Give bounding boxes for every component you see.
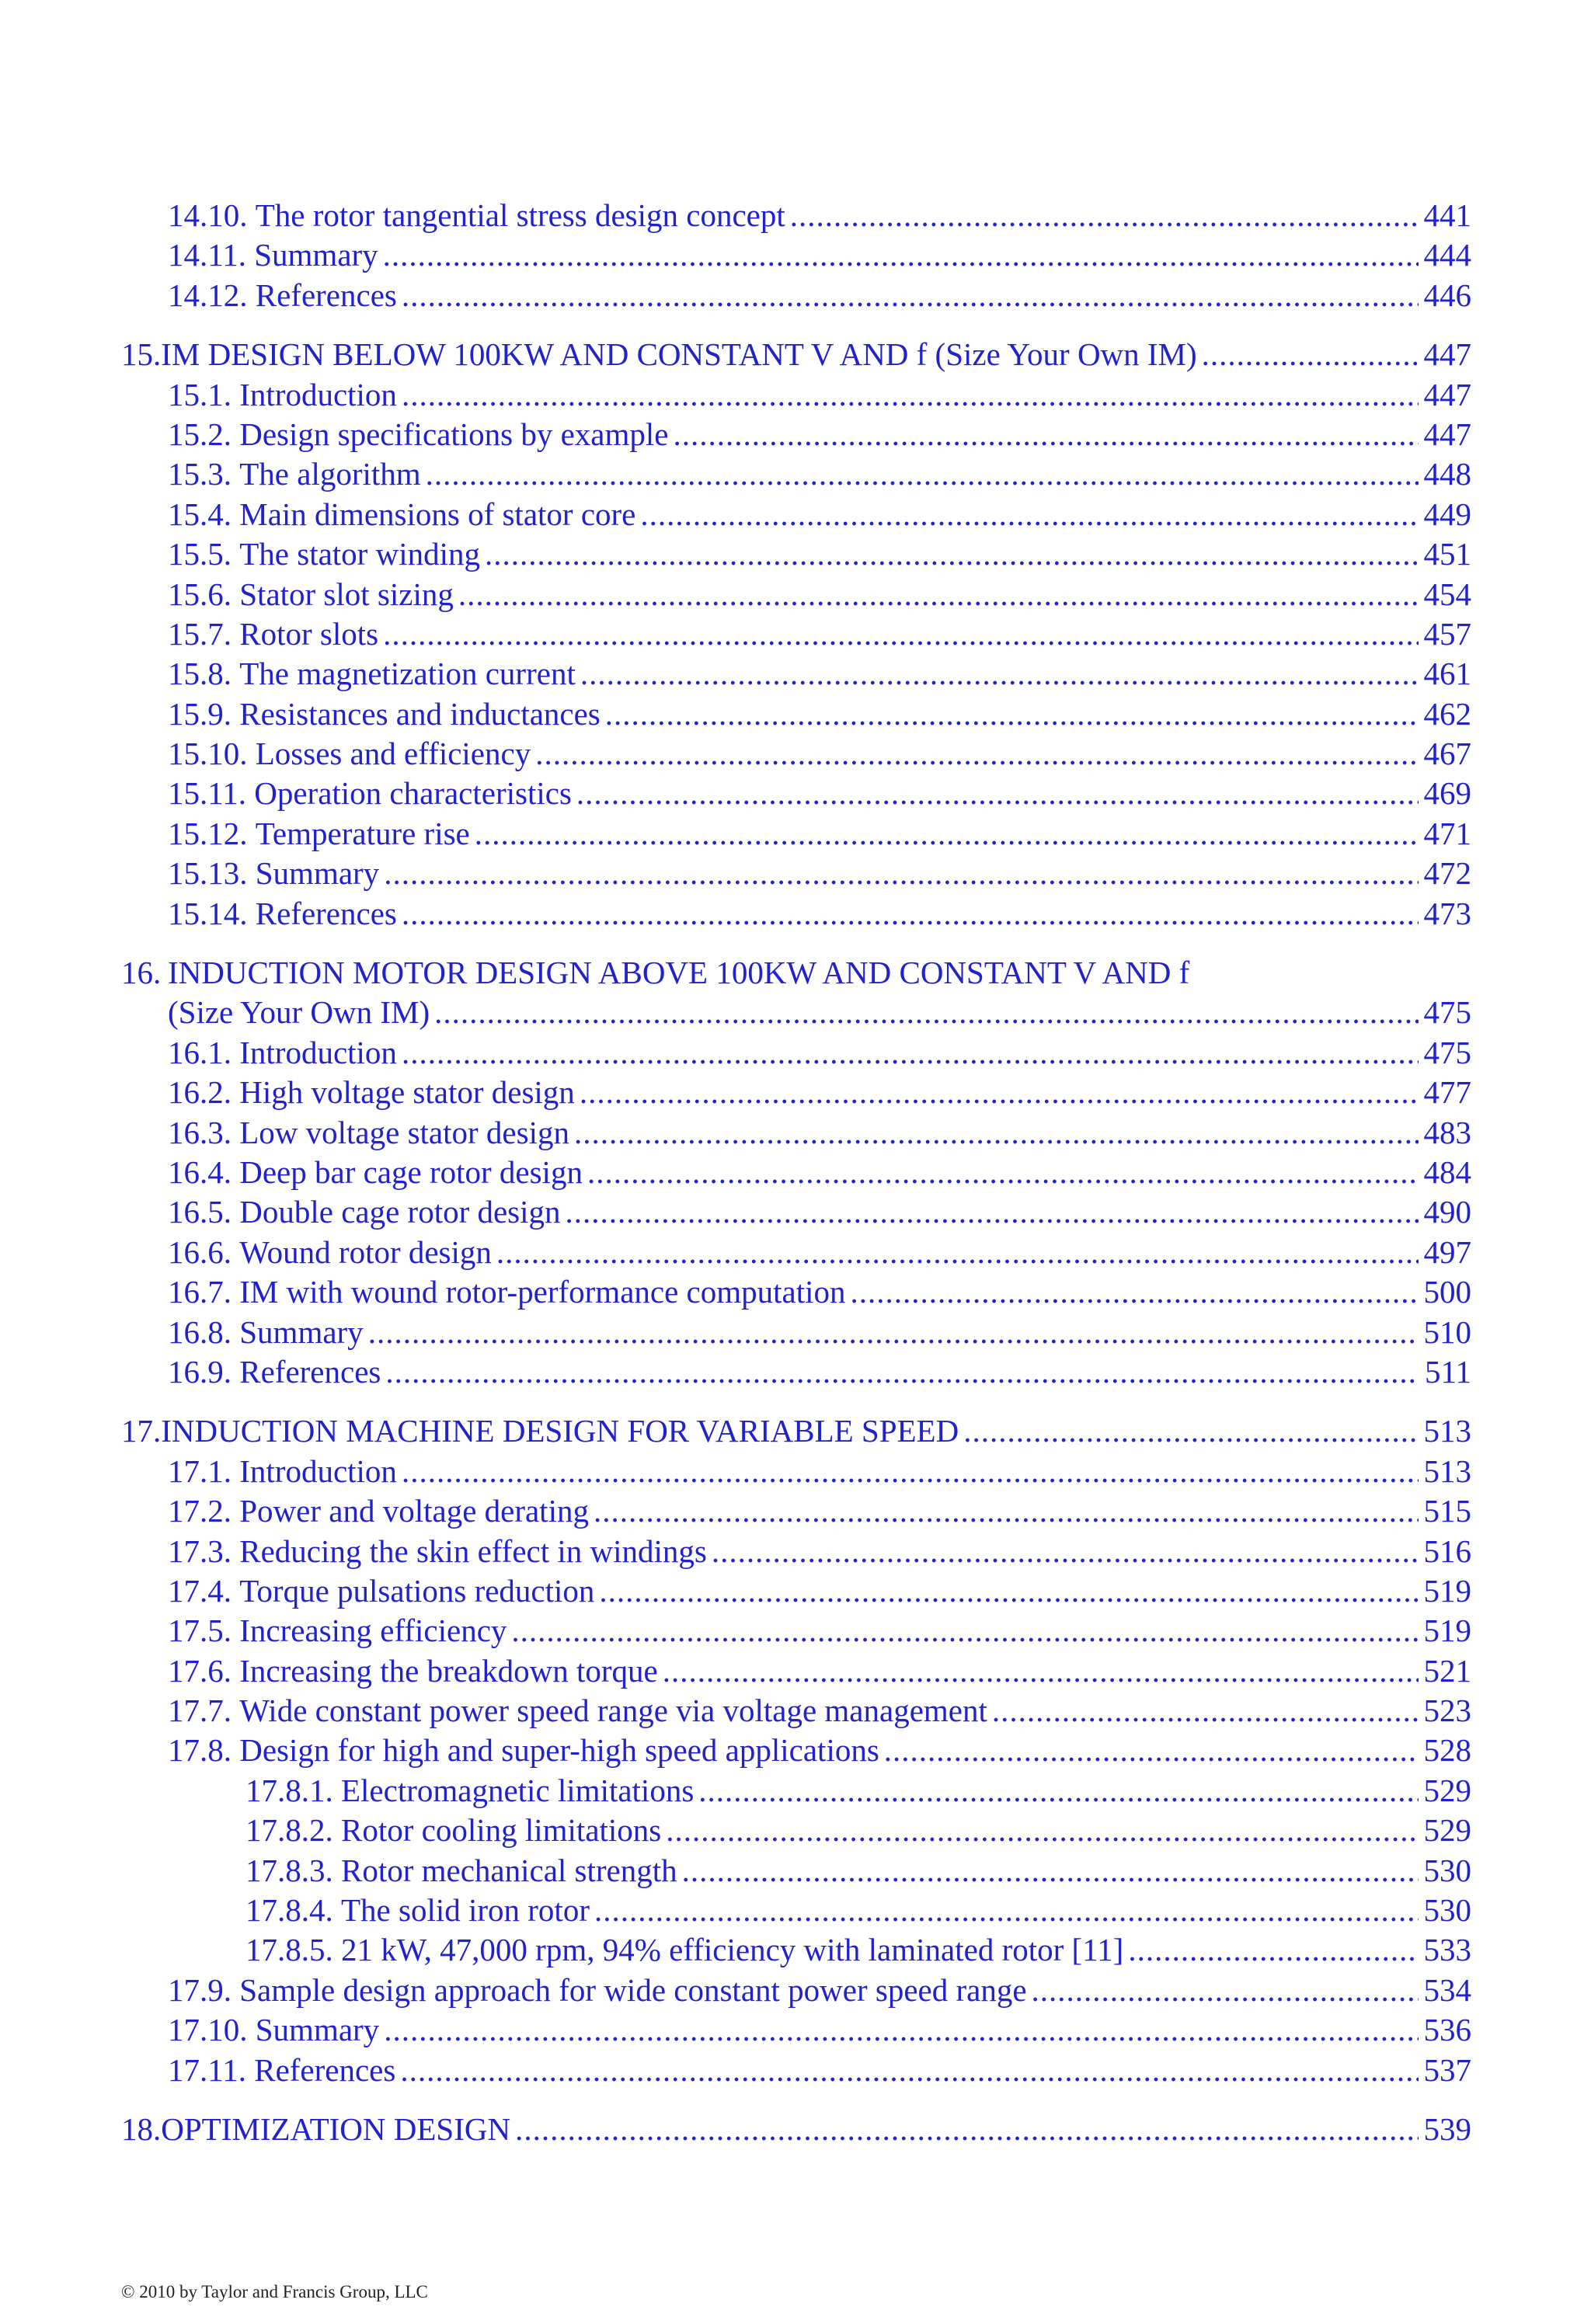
toc-leader-dots (580, 654, 1419, 694)
toc-page-number: 539 (1423, 2110, 1471, 2147)
toc-entry-link[interactable] (121, 2010, 1471, 2050)
toc-leader-dots (666, 1811, 1419, 1850)
toc-entry-title: High voltage stator design (239, 1074, 575, 1111)
toc-page-number: 447 (1423, 376, 1471, 412)
toc-leader-dots (682, 1851, 1419, 1891)
toc-entry-link[interactable] (121, 415, 1471, 454)
toc-chapter-heading[interactable] (121, 2110, 1471, 2149)
toc-entry-number: 15.6. (168, 576, 232, 612)
toc-leader-dots (515, 2110, 1419, 2149)
toc-entry-number: 17.8.1. (245, 1772, 333, 1808)
copyright-footer: © 2010 by Taylor and Francis Group, LLC (121, 2282, 428, 2301)
toc-chapter-heading[interactable] (121, 335, 1471, 374)
toc-page-number: 475 (1423, 994, 1471, 1031)
toc-page-number: 461 (1423, 656, 1471, 692)
toc-page-number: 484 (1423, 1153, 1471, 1190)
toc-page-number: 529 (1423, 1812, 1471, 1849)
toc-entry-number: 15.13. (168, 855, 248, 892)
toc-leader-dots (698, 1771, 1419, 1811)
toc-page-number: 510 (1423, 1313, 1471, 1350)
toc-entry-title: References (255, 895, 397, 931)
toc-entry-number: 15.5. (168, 536, 232, 572)
toc-entry-link[interactable] (121, 854, 1471, 893)
toc-entry-title: Resistances and inductances (239, 695, 601, 732)
toc-page-number: 490 (1423, 1194, 1471, 1230)
toc-page-number: 528 (1423, 1732, 1471, 1769)
toc-leader-dots (992, 1691, 1419, 1731)
toc-entry-number: 14.12. (168, 277, 248, 313)
toc-entry-link[interactable] (121, 814, 1471, 854)
toc-entry-title: Temperature rise (255, 815, 470, 851)
toc-entry-number: 16.1. (168, 1034, 232, 1070)
toc-entry-link[interactable] (121, 1971, 1471, 2010)
toc-leader-dots (963, 1411, 1419, 1451)
toc-entry-title: The algorithm (239, 456, 421, 492)
toc-entry-title: The solid iron rotor (341, 1892, 590, 1929)
toc-entry-title: Design specifications by example (239, 416, 669, 452)
toc-page-number: 444 (1423, 237, 1471, 273)
toc-leader-dots (599, 1571, 1419, 1611)
toc-leader-dots (605, 694, 1419, 734)
toc-entry-title: References (239, 1353, 381, 1390)
toc-entry-number: 17.4. (168, 1572, 232, 1609)
toc-leader-dots (640, 495, 1419, 534)
toc-leader-dots (594, 1491, 1419, 1531)
toc-entry-number: 15.11. (168, 775, 246, 812)
toc-leader-dots (384, 2010, 1419, 2050)
toc-entry-number: 15.10. (168, 736, 248, 772)
toc-entry-number: 15.7. (168, 615, 232, 652)
toc-entry-number: 15.9. (168, 695, 232, 732)
toc-entry-title: Introduction (239, 1452, 397, 1489)
toc-entry-number: 17.5. (168, 1613, 232, 1649)
toc-entry-title: Torque pulsations reduction (239, 1572, 595, 1609)
toc-page-number: 516 (1423, 1533, 1471, 1569)
toc-entry-title: Operation characteristics (254, 775, 572, 812)
toc-leader-dots (383, 614, 1419, 654)
toc-entry-number: 15.2. (168, 416, 232, 452)
toc-entry-title: INDUCTION MACHINE DESIGN FOR VARIABLE SPEED (161, 1413, 959, 1449)
toc-entry-title: 21 kW, 47,000 rpm, 94% efficiency with laminated rotor [11] (341, 1932, 1124, 1968)
toc-entry-number: 16.5. (168, 1194, 232, 1230)
toc-entry-link[interactable] (121, 1611, 1471, 1651)
toc-entry-link[interactable] (121, 1731, 1471, 1770)
toc-page-number: 473 (1423, 895, 1471, 931)
toc-entry-number: 17.9. (168, 1971, 232, 2008)
toc-leader-dots (535, 734, 1419, 774)
toc-page-number: 483 (1423, 1114, 1471, 1150)
toc-entry-title: Wide constant power speed range via voltage management (239, 1693, 987, 1729)
toc-page-number: 448 (1423, 456, 1471, 492)
toc-entry-link[interactable] (121, 495, 1471, 534)
toc-leader-dots (385, 1352, 1419, 1392)
toc-entry-number: 17.10. (168, 2012, 248, 2048)
toc-leader-dots (1128, 1930, 1419, 1970)
toc-entry-number: 17.8.4. (245, 1892, 333, 1929)
toc-entry-link[interactable] (121, 534, 1471, 574)
toc-entry-title: INDUCTION MOTOR DESIGN ABOVE 100KW AND CONSTANT V AND f (168, 955, 1190, 991)
toc-entry-title: Increasing efficiency (239, 1613, 507, 1649)
toc-page-number: 451 (1423, 536, 1471, 572)
toc-entry-link[interactable] (121, 1113, 1471, 1153)
toc-page-number: 534 (1423, 1971, 1471, 2008)
toc-entry-number: 17.8. (168, 1732, 232, 1769)
toc-entry-title: The stator winding (239, 536, 480, 572)
toc-entry-number: 16.8. (168, 1313, 232, 1350)
toc-entry-number: 15.12. (168, 815, 248, 851)
toc-leader-dots (368, 1313, 1419, 1352)
toc-entry-title: IM DESIGN BELOW 100KW AND CONSTANT V AND f (Size Your Own IM) (161, 336, 1197, 373)
toc-entry-number: 16.3. (168, 1114, 232, 1150)
toc-entry-number: 17.11. (168, 2051, 246, 2088)
toc-page-number: 454 (1423, 576, 1471, 612)
toc-entry-title: Introduction (239, 1034, 397, 1070)
toc-entry-link[interactable] (121, 1491, 1471, 1531)
toc-page-number: 467 (1423, 736, 1471, 772)
toc-leader-dots (475, 814, 1419, 854)
toc-page-number: 523 (1423, 1693, 1471, 1729)
toc-entry-number: 14.11. (168, 237, 246, 273)
toc-entry-title: Rotor slots (239, 615, 379, 652)
toc-page-number: 529 (1423, 1772, 1471, 1808)
toc-leader-dots (884, 1731, 1419, 1770)
toc-page-number: 462 (1423, 695, 1471, 732)
toc-entry-link[interactable] (121, 1153, 1471, 1192)
toc-page-number: 469 (1423, 775, 1471, 812)
toc-leader-dots (663, 1651, 1419, 1691)
toc-entry-title: Summary (239, 1313, 364, 1350)
toc-leader-dots (402, 375, 1419, 415)
toc-entry-link[interactable] (121, 1571, 1471, 1611)
toc-page-number: 449 (1423, 496, 1471, 532)
toc-page-number: 446 (1423, 277, 1471, 313)
toc-entry-title: Design for high and super-high speed applications (239, 1732, 879, 1769)
toc-leader-dots (1032, 1971, 1419, 2010)
toc-entry-link[interactable] (121, 734, 1471, 774)
toc-entry-link[interactable] (121, 1452, 1471, 1491)
toc-entry-number: 17.6. (168, 1652, 232, 1689)
toc-page-number: 513 (1423, 1413, 1471, 1449)
toc-leader-dots (402, 276, 1419, 315)
toc-entry-number: 17.8.3. (245, 1852, 333, 1888)
toc-page-number: 471 (1423, 815, 1471, 851)
toc-leader-dots (566, 1192, 1419, 1232)
toc-entry-title: The magnetization current (239, 656, 576, 692)
toc-entry-title: Reducing the skin effect in windings (239, 1533, 707, 1569)
toc-entry-number: 16.9. (168, 1353, 232, 1390)
table-of-contents (121, 196, 1471, 2149)
toc-entry-title: References (254, 2051, 396, 2088)
toc-entry-title: IM with wound rotor-performance computation (239, 1274, 846, 1310)
toc-entry-link[interactable] (121, 454, 1471, 494)
toc-entry-link[interactable] (121, 1532, 1471, 1571)
toc-entry-link[interactable] (121, 1352, 1471, 1392)
toc-page-number: 519 (1423, 1572, 1471, 1609)
toc-entry-number: 16.4. (168, 1153, 232, 1190)
toc-leader-dots (400, 2051, 1419, 2090)
toc-entry-title: Electromagnetic limitations (341, 1772, 695, 1808)
toc-page-number: 511 (1425, 1353, 1471, 1390)
toc-leader-dots (1202, 335, 1419, 374)
toc-entry-title: Summary (255, 2012, 380, 2048)
toc-leader-dots (402, 894, 1419, 934)
toc-leader-dots (434, 993, 1419, 1032)
toc-page-number: 515 (1423, 1493, 1471, 1529)
toc-entry-link[interactable] (121, 1851, 1471, 1891)
toc-page-number: 472 (1423, 855, 1471, 892)
toc-entry-link[interactable] (121, 1771, 1471, 1811)
toc-page-number: 477 (1423, 1074, 1471, 1111)
toc-chapter-heading[interactable] (121, 1411, 1471, 1451)
toc-entry-link[interactable] (121, 1691, 1471, 1731)
toc-entry-title: Stator slot sizing (239, 576, 454, 612)
toc-entry-link[interactable] (121, 894, 1471, 934)
toc-entry-number: 15.4. (168, 496, 232, 532)
toc-entry-link[interactable] (121, 1073, 1471, 1112)
toc-leader-dots (587, 1153, 1419, 1192)
toc-entry-number: 17.2. (168, 1493, 232, 1529)
toc-entry-title: Increasing the breakdown torque (239, 1652, 658, 1689)
toc-page-number: 475 (1423, 1034, 1471, 1070)
toc-entry-title: The rotor tangential stress design concept (255, 197, 785, 233)
toc-entry-number: 16.6. (168, 1233, 232, 1270)
toc-entry-number: 17.1. (168, 1452, 232, 1489)
toc-entry-link[interactable] (121, 1272, 1471, 1312)
toc-page-number: 521 (1423, 1652, 1471, 1689)
toc-entry-link[interactable] (121, 654, 1471, 694)
toc-entry-title: Low voltage stator design (239, 1114, 569, 1150)
toc-entry-link[interactable] (121, 1811, 1471, 1850)
toc-entry-title: References (255, 277, 397, 313)
toc-entry-link[interactable] (121, 774, 1471, 813)
toc-leader-dots (790, 196, 1419, 235)
toc-entry-title: Wound rotor design (239, 1233, 492, 1270)
toc-entry-number: 15.3. (168, 456, 232, 492)
toc-entry-link[interactable] (121, 196, 1471, 235)
toc-entry-link[interactable] (121, 694, 1471, 734)
toc-entry-title: Rotor cooling limitations (341, 1812, 662, 1849)
toc-entry-number: 17.8.2. (245, 1812, 333, 1849)
toc-leader-dots (458, 575, 1419, 614)
toc-entry-title: Summary (254, 237, 378, 273)
toc-entry-link[interactable] (121, 575, 1471, 614)
toc-entry-number: 17. (121, 1413, 162, 1449)
toc-entry-number: 15. (121, 336, 162, 373)
toc-entry-title: Introduction (239, 376, 397, 412)
toc-page-number: 533 (1423, 1932, 1471, 1968)
toc-page-number: 447 (1423, 336, 1471, 373)
toc-leader-dots (673, 415, 1419, 454)
toc-page-number: 519 (1423, 1613, 1471, 1649)
toc-leader-dots (574, 1113, 1419, 1153)
toc-entry-number: 17.8.5. (245, 1932, 333, 1968)
toc-entry-title: Summary (255, 855, 380, 892)
toc-leader-dots (511, 1611, 1419, 1651)
toc-entry-title-continuation: (Size Your Own IM) (168, 994, 430, 1031)
toc-entry-link[interactable] (121, 276, 1471, 315)
toc-page-number: 497 (1423, 1233, 1471, 1270)
toc-entry-link[interactable] (121, 1930, 1471, 1970)
toc-entry-number: 16. (121, 955, 162, 991)
toc-page-number: 536 (1423, 2012, 1471, 2048)
toc-leader-dots (426, 454, 1419, 494)
toc-entry-title: Deep bar cage rotor design (239, 1153, 583, 1190)
toc-leader-dots (485, 534, 1419, 574)
toc-entry-link[interactable] (121, 1233, 1471, 1272)
toc-entry-link[interactable] (121, 1891, 1471, 1930)
toc-entry-number: 15.8. (168, 656, 232, 692)
toc-entry-title: Power and voltage derating (239, 1493, 589, 1529)
toc-entry-title: Main dimensions of stator core (239, 496, 636, 532)
toc-entry-number: 18. (121, 2110, 162, 2147)
toc-entry-number: 17.3. (168, 1533, 232, 1569)
toc-leader-dots (496, 1233, 1419, 1272)
toc-page-number: 457 (1423, 615, 1471, 652)
toc-leader-dots (402, 1452, 1419, 1491)
toc-entry-link[interactable] (121, 993, 1471, 1032)
toc-page-number: 513 (1423, 1452, 1471, 1489)
toc-leader-dots (580, 1073, 1419, 1112)
toc-entry-number: 16.2. (168, 1074, 232, 1111)
toc-entry-link[interactable] (121, 1033, 1471, 1073)
toc-leader-dots (712, 1532, 1419, 1571)
toc-entry-link[interactable] (121, 235, 1471, 275)
toc-entry-link[interactable] (121, 2051, 1471, 2090)
toc-entry-number: 14.10. (168, 197, 248, 233)
toc-leader-dots (576, 774, 1419, 813)
toc-page-number: 530 (1423, 1852, 1471, 1888)
toc-entry-link[interactable] (121, 375, 1471, 415)
toc-entry-link[interactable] (121, 1192, 1471, 1232)
toc-entry-link[interactable] (121, 1651, 1471, 1691)
toc-entry-number: 17.7. (168, 1693, 232, 1729)
toc-entry-title: OPTIMIZATION DESIGN (161, 2110, 511, 2147)
toc-leader-dots (594, 1891, 1419, 1930)
toc-entry-link[interactable] (121, 614, 1471, 654)
toc-page-number: 441 (1423, 197, 1471, 233)
toc-entry-number: 15.14. (168, 895, 248, 931)
toc-leader-dots (402, 1033, 1419, 1073)
toc-entry-title: Losses and efficiency (255, 736, 531, 772)
toc-leader-dots (851, 1272, 1419, 1312)
toc-entry-number: 16.7. (168, 1274, 232, 1310)
toc-leader-dots (384, 854, 1419, 893)
toc-entry-title: Sample design approach for wide constant power speed range (239, 1971, 1027, 2008)
toc-page-number: 500 (1423, 1274, 1471, 1310)
toc-entry-number: 15.1. (168, 376, 232, 412)
toc-chapter-heading[interactable] (121, 953, 1471, 993)
toc-page-number: 447 (1423, 416, 1471, 452)
toc-page-number: 530 (1423, 1892, 1471, 1929)
toc-entry-link[interactable] (121, 1313, 1471, 1352)
toc-entry-title: Double cage rotor design (239, 1194, 561, 1230)
toc-leader-dots (383, 235, 1419, 275)
toc-page-number: 537 (1423, 2051, 1471, 2088)
toc-entry-title: Rotor mechanical strength (341, 1852, 677, 1888)
